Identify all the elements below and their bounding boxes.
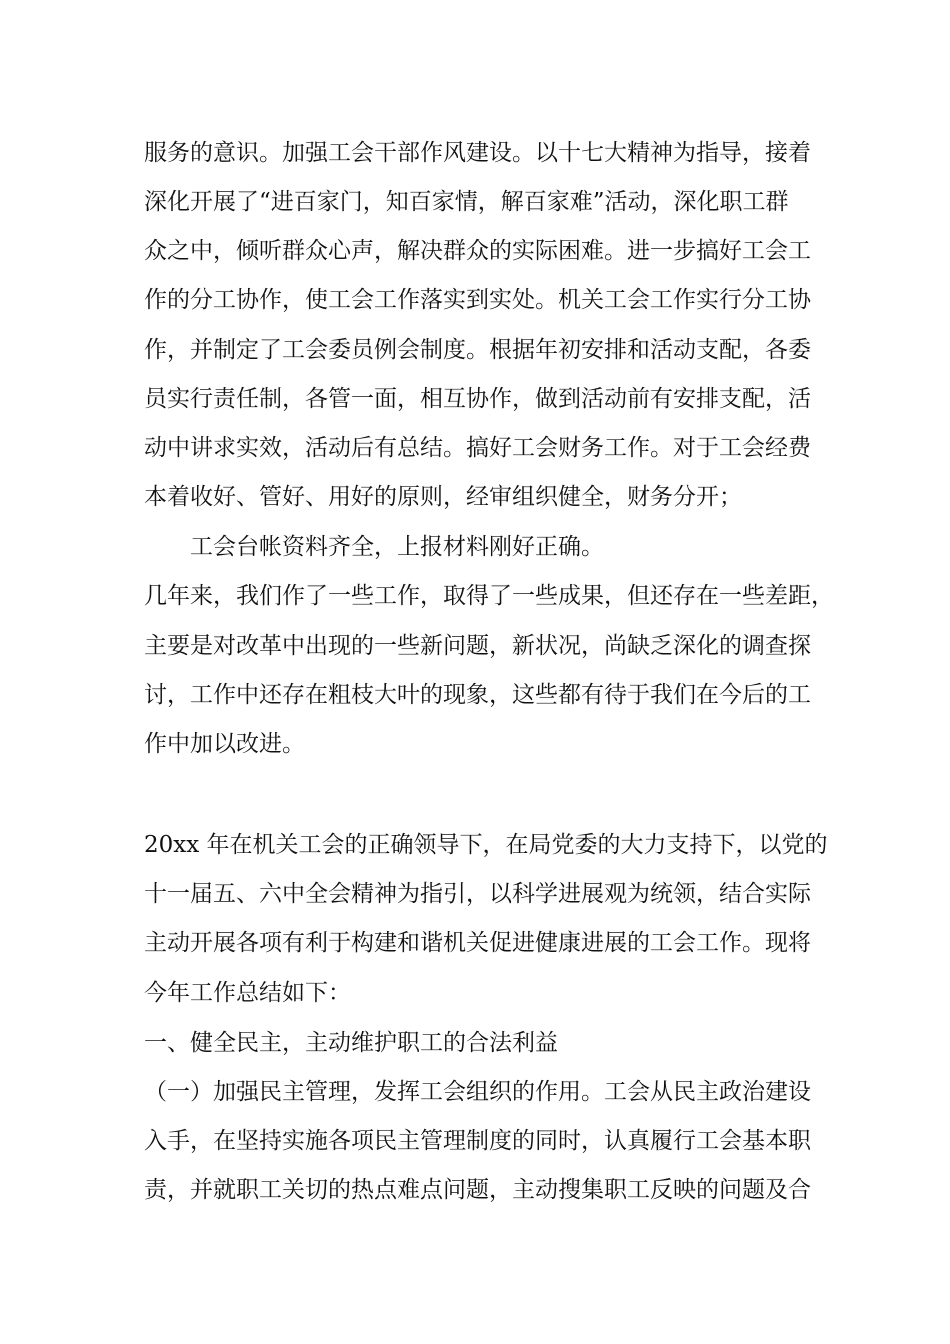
text-line: 员实行责任制，各管一面，相互协作，做到活动前有安排支配，活 [144, 386, 811, 412]
text-line: 作中加以改进。 [144, 731, 305, 757]
text-line: 20xx 年在机关工会的正确领导下，在局党委的大力支持下，以党的 [144, 832, 828, 858]
section-heading: 一、健全民主，主动维护职工的合法利益 [144, 1030, 558, 1056]
text-line: 入手，在坚持实施各项民主管理制度的同时，认真履行工会基本职 [144, 1128, 811, 1154]
text-line: 几年来，我们作了一些工作，取得了一些成果，但还存在一些差距， [144, 583, 834, 609]
text-line: 本着收好、管好、用好的原则，经审组织健全，财务分开； [144, 484, 742, 510]
text-line: 服务的意识。加强工会干部作风建设。以十七大精神为指导，接着 [144, 140, 811, 166]
text-line: 作，并制定了工会委员例会制度。根据年初安排和活动支配，各委 [144, 337, 811, 363]
text-line: 十一届五、六中全会精神为指引，以科学进展观为统领，结合实际 [144, 881, 811, 907]
text-line: 讨，工作中还存在粗枝大叶的现象，这些都有待于我们在今后的工 [144, 682, 811, 708]
text-line: 今年工作总结如下： [144, 980, 351, 1006]
text-line: 作的分工协作，使工会工作落实到实处。机关工会工作实行分工协 [144, 287, 811, 313]
text-line: 动中讲求实效，活动后有总结。搞好工会财务工作。对于工会经费 [144, 435, 811, 461]
text-line: 众之中，倾听群众心声，解决群众的实际困难。进一步搞好工会工 [144, 238, 811, 264]
text-line: （一）加强民主管理，发挥工会组织的作用。工会从民主政治建设 [144, 1079, 811, 1105]
text-line: 工会台帐资料齐全，上报材料刚好正确。 [190, 534, 604, 560]
text-line: 主动开展各项有利于构建和谐机关促进健康进展的工会工作。现将 [144, 930, 811, 956]
text-line: 主要是对改革中出现的一些新问题，新状况，尚缺乏深化的调查探 [144, 633, 811, 659]
text-line: 责，并就职工关切的热点难点问题，主动搜集职工反映的问题及合 [144, 1177, 811, 1203]
text-line: 深化开展了“进百家门，知百家情，解百家难”活动，深化职工群 [144, 189, 789, 215]
